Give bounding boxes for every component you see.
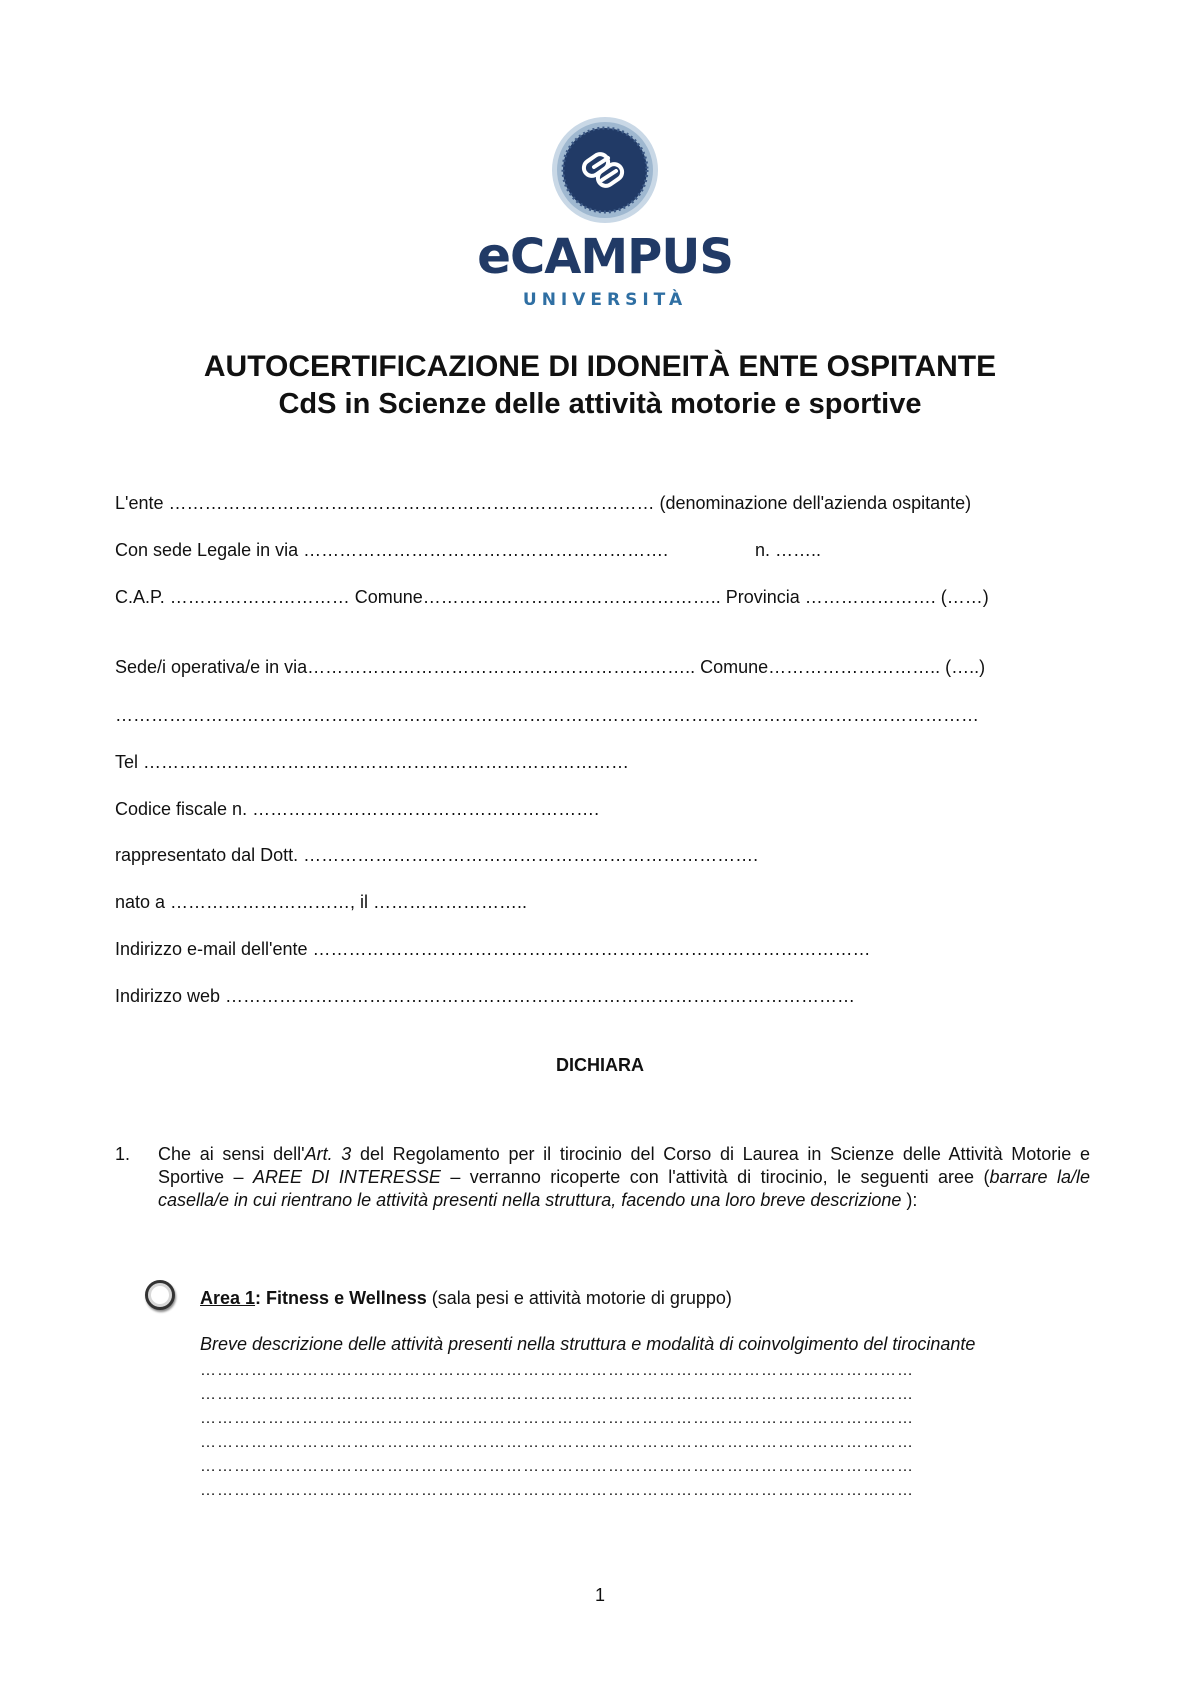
area1-description-prompt: Breve descrizione delle attività presenti nella struttura e modalità di coinvolgimento del tirocinante: [200, 1334, 976, 1354]
area1-description-line[interactable]: ………………………………………………………………………………………………………………: [200, 1459, 914, 1475]
field-codice-fiscale[interactable]: Codice fiscale n. ………………………………………………….: [115, 799, 600, 819]
field-ente[interactable]: L'ente ……………………………………………………………………… (denominazione dell'azienda ospitante): [115, 493, 972, 513]
field-web[interactable]: Indirizzo web ……………………………………………………………………………………………: [115, 986, 856, 1006]
area1-description-line[interactable]: ………………………………………………………………………………………………………………: [200, 1435, 914, 1451]
field-cap-comune-provincia[interactable]: C.A.P. ………………………… Comune………………………………………….. Provincia …………………. (……): [115, 587, 989, 607]
field-rappresentante[interactable]: rappresentato dal Dott. ………………………………………………………………….: [115, 845, 759, 865]
item-aree-label: AREE DI INTERESSE: [252, 1167, 441, 1187]
logo-subtitle: UNIVERSITÀ: [522, 290, 688, 310]
field-sede-legale-via[interactable]: Con sede Legale in via …………………………………………………….: [115, 540, 669, 560]
area1-label: Area 1: [200, 1288, 256, 1308]
field-sede-operativa[interactable]: Sede/i operativa/e in via……………………………………………………….. Comune……………………….. (…..): [115, 657, 986, 677]
ecampus-emblem-icon: [550, 115, 660, 225]
dichiara-heading: DICHIARA: [556, 1055, 644, 1075]
item-number: 1.: [115, 1144, 131, 1164]
area1-description-line[interactable]: ………………………………………………………………………………………………………………: [200, 1363, 914, 1379]
area1-heading: [200, 1288, 732, 1309]
area1-colon: :: [255, 1288, 267, 1308]
wordmark-e: e: [477, 227, 511, 285]
item-article-ref: Art. 3: [304, 1144, 352, 1164]
declaration-item-1: [115, 1143, 1090, 1212]
area1-name: Fitness e Wellness: [266, 1288, 427, 1308]
field-sede-legale-numero[interactable]: n. ……..: [755, 540, 822, 560]
document-title: AUTOCERTIFICAZIONE DI IDONEITÀ ENTE OSPITANTE: [203, 350, 997, 383]
item-instruction: barrare la/le casella/e in cui rientrano le attività presenti nella struttura, facendo una loro breve descrizione: [158, 1167, 1091, 1210]
page-number: 1: [594, 1585, 605, 1605]
field-nascita[interactable]: nato a …………………………, il ……………………..: [115, 892, 528, 912]
item-text-part: Che ai sensi dell': [158, 1144, 305, 1164]
item-text-part: – verranno ricoperte con l'attività di tirocinio, le seguenti aree (: [440, 1167, 990, 1187]
area1-checkbox[interactable]: [145, 1280, 175, 1310]
field-tel[interactable]: Tel ………………………………………………………………………: [115, 752, 630, 772]
ecampus-logo: [470, 115, 740, 315]
area1-description-line[interactable]: ………………………………………………………………………………………………………………: [200, 1387, 914, 1403]
area1-description-line[interactable]: ………………………………………………………………………………………………………………: [200, 1411, 914, 1427]
wordmark-campus: CAMPUS: [510, 229, 733, 285]
ecampus-wordmark: [470, 227, 740, 285]
document-subtitle: CdS in Scienze delle attività motorie e sportive: [278, 388, 922, 420]
area1-detail: (sala pesi e attività motorie di gruppo): [426, 1288, 732, 1308]
item-text-part: ):: [901, 1190, 918, 1210]
field-sede-operativa-continued[interactable]: ………………………………………………………………………………………………………………………………: [115, 705, 979, 725]
area1-description-line[interactable]: ………………………………………………………………………………………………………………: [200, 1483, 914, 1499]
item-text: [158, 1143, 1090, 1212]
item-text-part: del Regolamento per il tirocinio del Corso di Laurea in Scienze delle Attività Motorie e Sportive –: [158, 1144, 1090, 1187]
field-email[interactable]: Indirizzo e-mail dell'ente …………………………………………………………………………………: [115, 939, 871, 959]
